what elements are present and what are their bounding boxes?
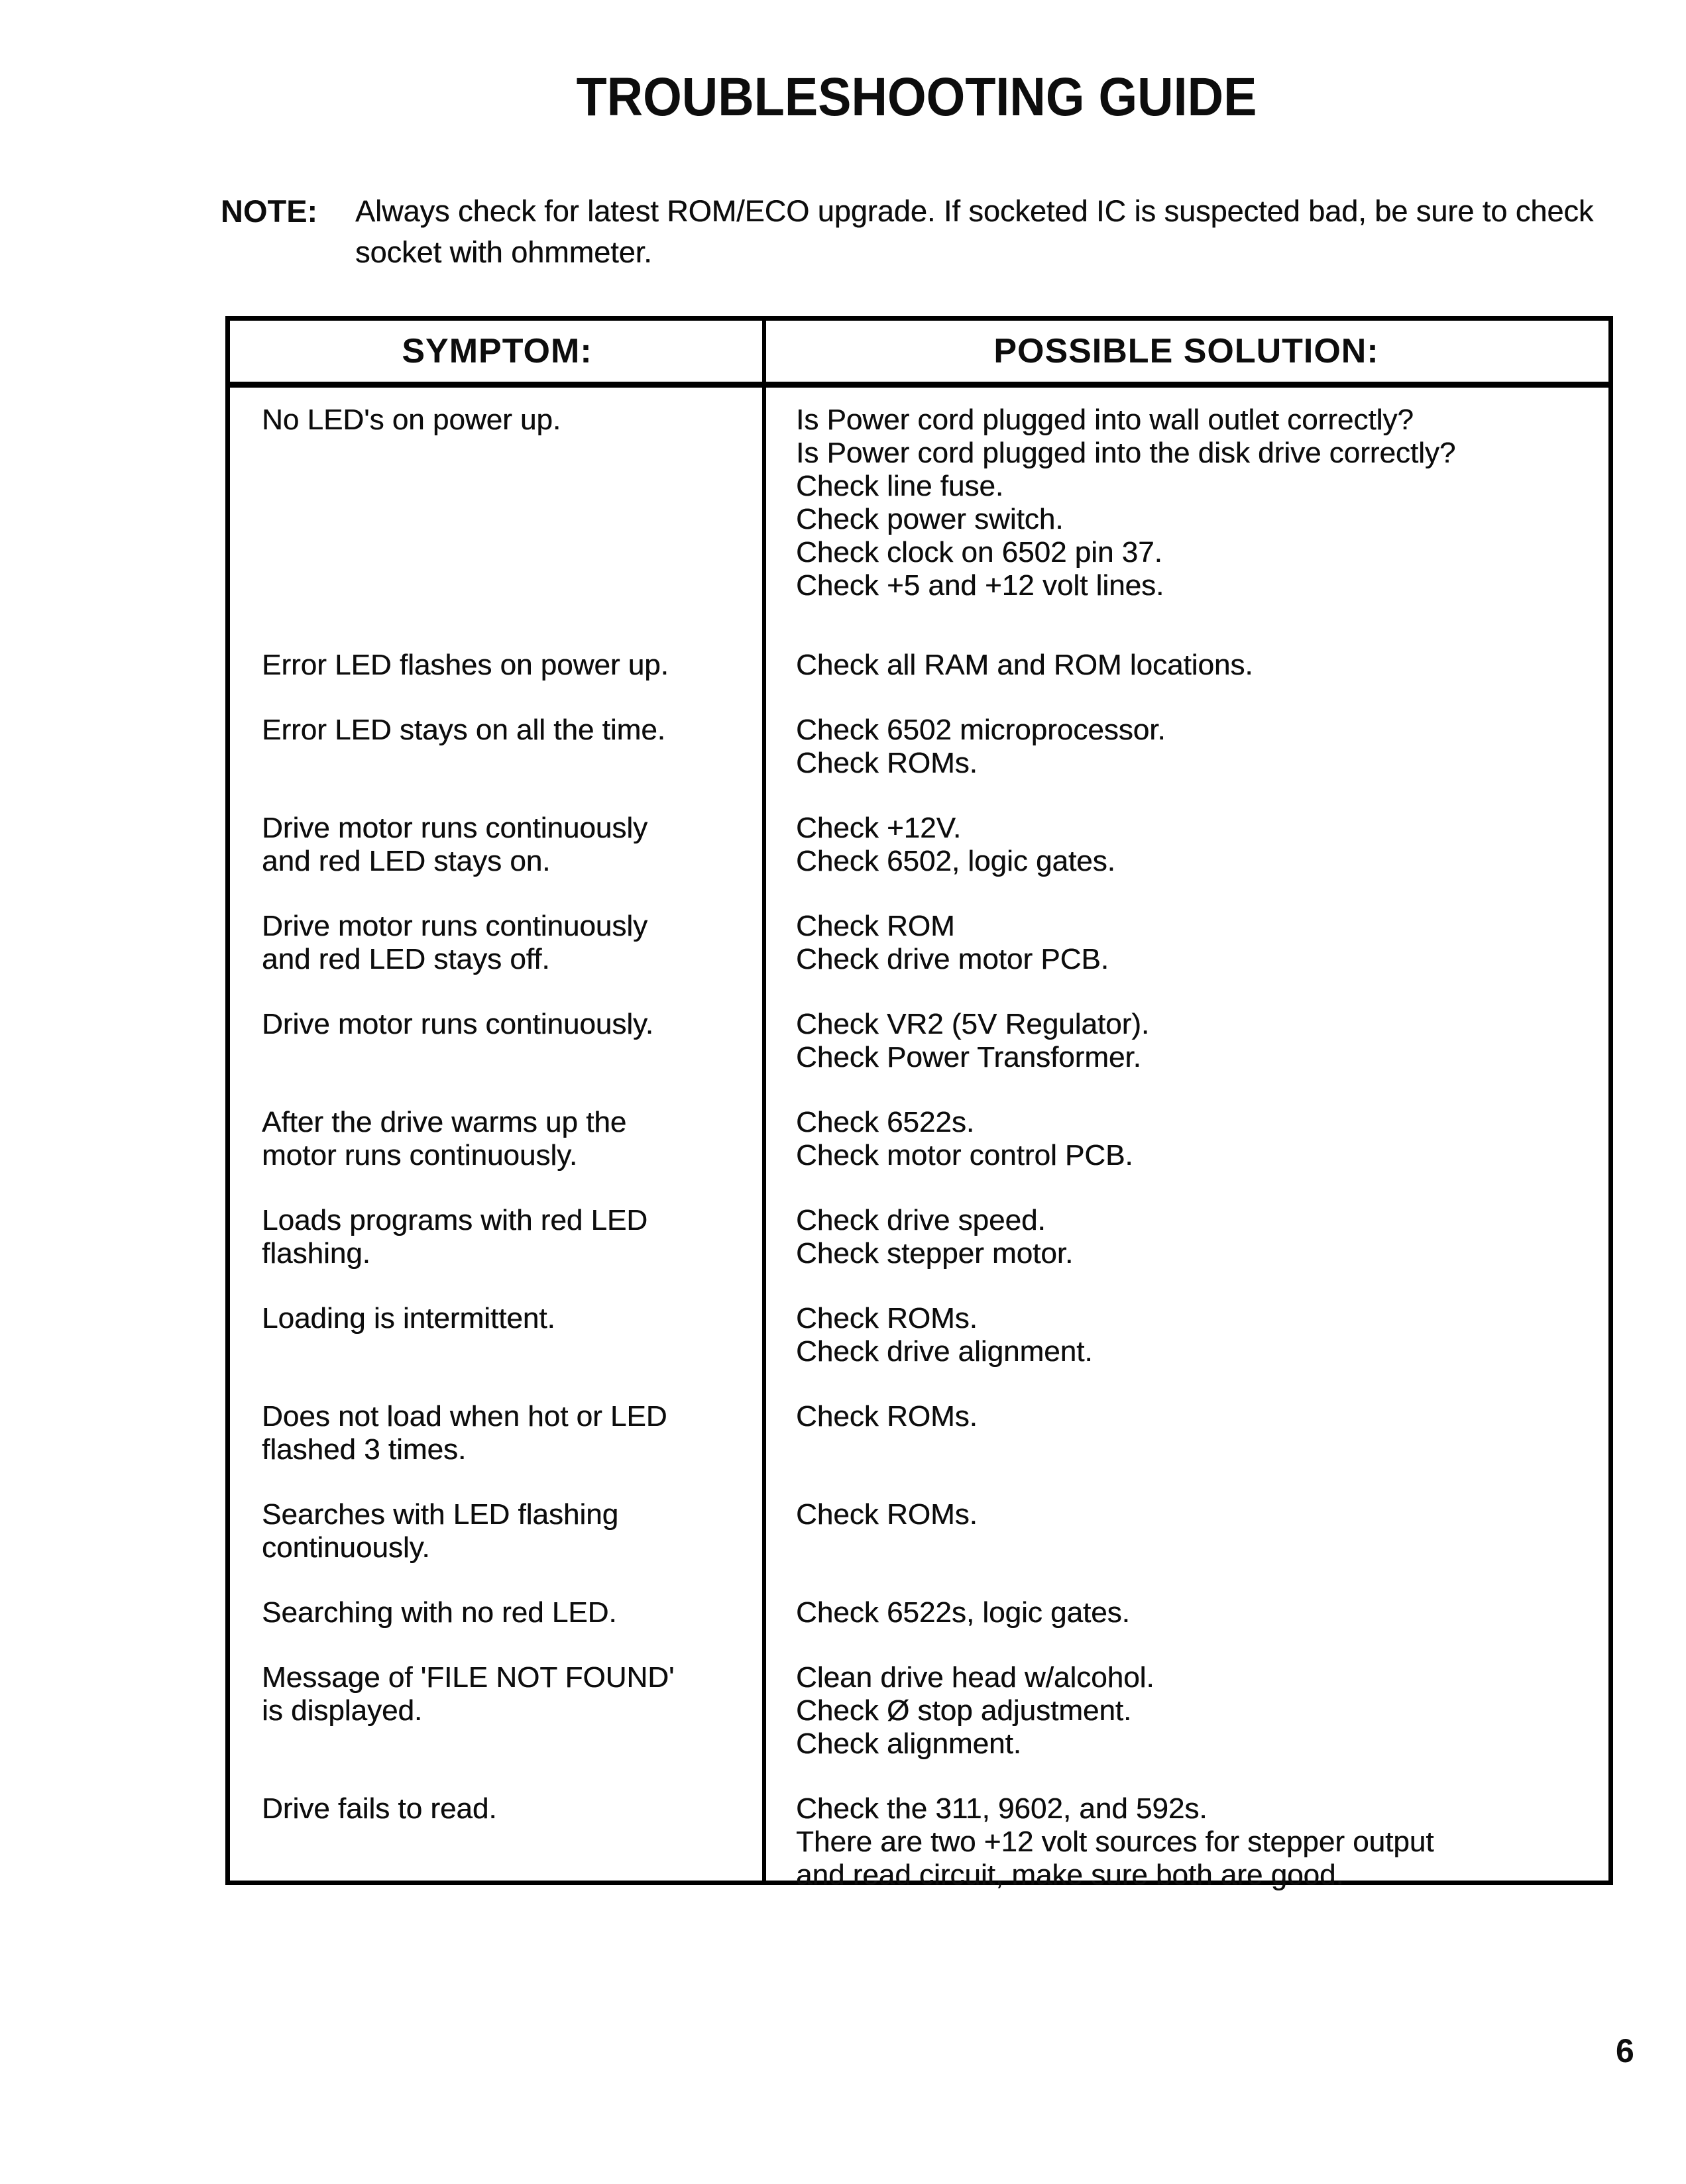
solution-cell xyxy=(764,404,1608,602)
symptom-cell xyxy=(230,1596,764,1629)
symptom-line: Drive motor runs continuously xyxy=(262,812,648,844)
note-line: Always check for latest ROM/ECO upgrade. If socketed IC is suspected bad, be sure to check xyxy=(355,194,1594,228)
symptom-line: Drive motor runs continuously xyxy=(262,910,648,942)
solution-line: Check ROMs. xyxy=(796,1400,978,1433)
symptom-cell xyxy=(230,1792,764,1892)
symptom-line: Does not load when hot or LED xyxy=(262,1400,667,1433)
table-row xyxy=(230,1302,1608,1368)
table-row xyxy=(230,1792,1608,1892)
solution-cell xyxy=(764,1661,1608,1761)
symptom-line: Drive motor runs continuously. xyxy=(262,1008,653,1040)
symptom-cell xyxy=(230,1008,764,1074)
solution-line: Check line fuse. xyxy=(796,470,1004,502)
symptom-line: continuously. xyxy=(262,1531,430,1564)
solution-line: Check 6502, logic gates. xyxy=(796,845,1115,877)
page-title: TROUBLESHOOTING GUIDE xyxy=(576,67,1257,127)
symptom-line: Searching with no red LED. xyxy=(262,1596,617,1629)
solution-line: Check 6502 microprocessor. xyxy=(796,714,1166,746)
table-row xyxy=(230,812,1608,878)
table-body xyxy=(230,388,1608,1892)
note-line: socket with ohmmeter. xyxy=(355,235,652,269)
solution-cell xyxy=(764,1400,1608,1466)
solution-line: Check VR2 (5V Regulator). xyxy=(796,1008,1150,1040)
solution-line: Check ROMs. xyxy=(796,1498,978,1531)
solution-line: Clean drive head w/alcohol. xyxy=(796,1661,1154,1694)
troubleshooting-table xyxy=(225,316,1613,1891)
table-row xyxy=(230,1400,1608,1466)
table-row xyxy=(230,1204,1608,1270)
symptom-cell xyxy=(230,1400,764,1466)
solution-line: Check 6522s, logic gates. xyxy=(796,1596,1130,1629)
symptom-line: After the drive warms up the xyxy=(262,1106,627,1138)
solution-line: Check the 311, 9602, and 592s. xyxy=(796,1792,1208,1825)
table-row xyxy=(230,910,1608,976)
symptom-cell xyxy=(230,1661,764,1761)
symptom-line: and red LED stays off. xyxy=(262,943,550,975)
symptom-column-header: SYMPTOM: xyxy=(402,332,592,370)
table-row xyxy=(230,714,1608,780)
table-row xyxy=(230,404,1608,602)
solution-line: Check all RAM and ROM locations. xyxy=(796,649,1253,681)
solution-line: Check ROMs. xyxy=(796,1302,978,1335)
symptom-line: and red LED stays on. xyxy=(262,845,551,877)
solution-line: Check +5 and +12 volt lines. xyxy=(796,569,1164,602)
symptom-cell xyxy=(230,1302,764,1368)
note-text xyxy=(355,191,1593,273)
solution-line: Check drive speed. xyxy=(796,1204,1046,1236)
symptom-cell xyxy=(230,649,764,682)
solution-line: Check ROMs. xyxy=(796,747,978,779)
symptom-cell xyxy=(230,1204,764,1270)
symptom-line: Error LED stays on all the time. xyxy=(262,714,665,746)
solution-cell xyxy=(764,1204,1608,1270)
table-row xyxy=(230,1106,1608,1172)
solution-cell xyxy=(764,1302,1608,1368)
symptom-line: is displayed. xyxy=(262,1694,423,1727)
solution-line: Check power switch. xyxy=(796,503,1064,535)
solution-line: Check alignment. xyxy=(796,1727,1021,1760)
solution-line: Check Power Transformer. xyxy=(796,1041,1141,1073)
solution-column-header: POSSIBLE SOLUTION: xyxy=(993,332,1379,370)
symptom-cell xyxy=(230,812,764,878)
solution-line: Check drive alignment. xyxy=(796,1335,1093,1368)
symptom-cell xyxy=(230,714,764,780)
table-row xyxy=(230,649,1608,682)
solution-cell xyxy=(764,812,1608,878)
note-block xyxy=(221,191,1626,273)
solution-cell xyxy=(764,910,1608,976)
symptom-cell xyxy=(230,910,764,976)
solution-line: Check Ø stop adjustment. xyxy=(796,1694,1132,1727)
page-number: 6 xyxy=(1616,2032,1634,2069)
solution-line: Is Power cord plugged into the disk drive correctly? xyxy=(796,437,1456,469)
column-divider xyxy=(762,321,766,1881)
solution-cell xyxy=(764,1792,1608,1892)
solution-cell xyxy=(764,714,1608,780)
solution-cell xyxy=(764,1596,1608,1629)
solution-cell xyxy=(764,1008,1608,1074)
note-label: NOTE: xyxy=(221,193,318,229)
symptom-cell xyxy=(230,404,764,602)
solution-line: Check clock on 6502 pin 37. xyxy=(796,536,1162,569)
table-row xyxy=(230,1008,1608,1074)
symptom-line: Drive fails to read. xyxy=(262,1792,497,1825)
symptom-cell xyxy=(230,1106,764,1172)
symptom-line: flashed 3 times. xyxy=(262,1433,467,1466)
symptom-line: Error LED flashes on power up. xyxy=(262,649,669,681)
symptom-line: Message of 'FILE NOT FOUND' xyxy=(262,1661,675,1694)
symptom-line: Loading is intermittent. xyxy=(262,1302,555,1335)
table-row xyxy=(230,1596,1608,1629)
solution-cell xyxy=(764,649,1608,682)
symptom-line: motor runs continuously. xyxy=(262,1139,578,1172)
table-header-row xyxy=(230,321,1608,388)
table-row xyxy=(230,1661,1608,1761)
solution-line: Check +12V. xyxy=(796,812,962,844)
symptom-line: flashing. xyxy=(262,1237,370,1270)
table-row xyxy=(230,1498,1608,1564)
solution-cell xyxy=(764,1106,1608,1172)
solution-line: Check stepper motor. xyxy=(796,1237,1074,1270)
solution-line: and read circuit, make sure both are good. xyxy=(796,1859,1344,1891)
solution-line: Check drive motor PCB. xyxy=(796,943,1109,975)
solution-line: There are two +12 volt sources for stepper output xyxy=(796,1826,1434,1858)
symptom-line: Searches with LED flashing xyxy=(262,1498,619,1531)
symptom-line: No LED's on power up. xyxy=(262,404,561,436)
solution-cell xyxy=(764,1498,1608,1564)
symptom-line: Loads programs with red LED xyxy=(262,1204,648,1236)
solution-line: Check ROM xyxy=(796,910,955,942)
solution-line: Check motor control PCB. xyxy=(796,1139,1133,1172)
solution-line: Is Power cord plugged into wall outlet correctly? xyxy=(796,404,1414,436)
symptom-cell xyxy=(230,1498,764,1564)
solution-line: Check 6522s. xyxy=(796,1106,975,1138)
